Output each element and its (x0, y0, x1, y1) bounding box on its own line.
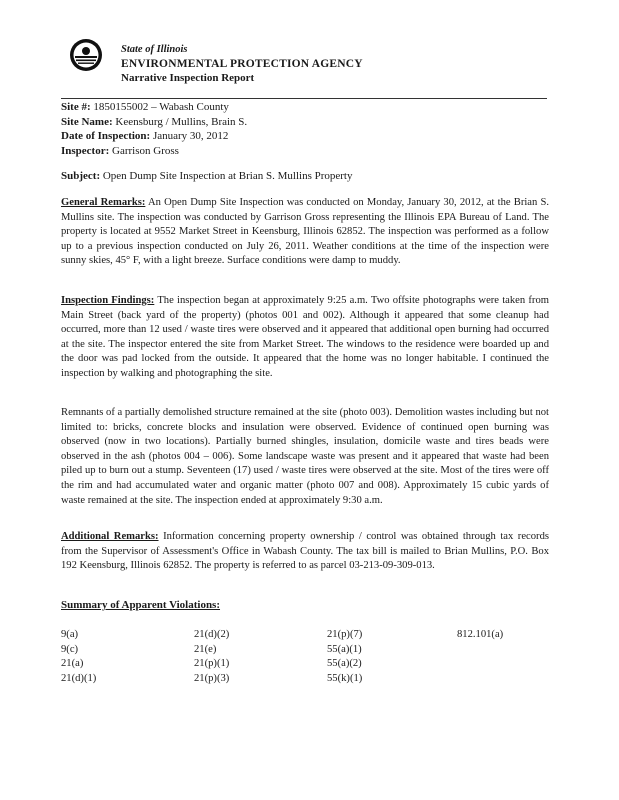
violation-item: 812.101(a) (457, 629, 504, 640)
violations-column-2 (194, 628, 229, 686)
site-number-label: Site #: (61, 101, 91, 113)
violation-item: 21(p)(7) (327, 629, 363, 640)
illinois-epa-seal-icon (69, 38, 103, 72)
violation-item: 21(p)(3) (194, 672, 230, 684)
agency-header (121, 43, 363, 85)
subject-label: Subject: (61, 170, 101, 182)
inspection-findings-paragraph-2 (61, 406, 549, 508)
violation-item: 9(c) (61, 643, 79, 655)
violation-item: 21(e) (194, 643, 217, 655)
violations-column-3 (327, 628, 362, 686)
violation-item: 21(p)(1) (194, 658, 230, 670)
violation-item: 55(k)(1) (327, 672, 363, 684)
general-remarks-text: An Open Dump Site Inspection was conducted on Monday, January 30, 2012, at the Brian S. Mullins site. The inspection was conducted by Garrison Gross representing the Illinois EPA Bureau of Land. The property is located at 9552 Market Street in Keensburg, Illinois 62852. The inspection was performed as a follow up to a previous inspection conducted on July 26, 2011. Weather conditions at the time of the inspection were sunny skies, 45° F, with a light breeze. Surface conditions were damp to muddy. (61, 197, 549, 267)
violations-heading: Summary of Apparent Violations: (61, 599, 221, 611)
header-divider (61, 98, 547, 99)
general-remarks-paragraph (61, 196, 549, 269)
general-remarks-heading: General Remarks: (61, 197, 146, 208)
site-number-line (61, 100, 247, 115)
inspection-findings-text: The inspection began at approximately 9:25 a.m. Two offsite photographs were taken from Main Street (back yard of the property) (photos 001 and 002). Although it appeared that some cleanup had occurred, more than 12 used / waste tires were observed and it appeared that additional open burning had occurred at the site. The inspector entered the site from Market Street. The windows to the residence were boarded up and the door was pad locked from the outside. It appeared that the home was no longer habitable. I continued the inspection by walking and photographing the site. (61, 295, 549, 379)
violation-item: 21(d)(1) (61, 672, 97, 684)
site-name-line (61, 115, 247, 130)
violation-item: 55(a)(1) (327, 643, 362, 655)
additional-remarks-heading: Additional Remarks: (61, 531, 159, 542)
site-name-label: Site Name: (61, 115, 113, 128)
violation-item: 21(a) (61, 658, 84, 670)
violation-item: 9(a) (61, 629, 79, 640)
state-name: State of Illinois (121, 44, 188, 55)
violation-item: 21(d)(2) (194, 629, 230, 640)
agency-name: ENVIRONMENTAL PROTECTION AGENCY (121, 58, 363, 70)
inspection-date-label: Date of Inspection: (61, 130, 151, 143)
inspection-date-value: January 30, 2012 (152, 130, 229, 143)
site-info-block (61, 100, 247, 158)
violations-column-1 (61, 628, 96, 686)
violations-column-4 (457, 628, 503, 643)
additional-remarks-paragraph (61, 530, 549, 574)
violation-item: 55(a)(2) (327, 658, 362, 670)
site-name-value: Keensburg / Mullins, Brain S. (115, 115, 248, 128)
site-number-value: 1850155002 – Wabash County (93, 101, 229, 113)
report-type: Narrative Inspection Report (121, 72, 255, 84)
inspector-value: Garrison Gross (112, 144, 179, 157)
inspection-findings-paragraph (61, 294, 549, 382)
additional-remarks-text: Information concerning property ownership / control was obtained through tax records from the Supervisor of Assessment's Office in Wabash County. The tax bill is mailed to Brian Mullins, P.O. Box 192 Keensburg, Illinois 62852. The property is referred to as parcel 03-213-09-309-013. (61, 531, 549, 572)
inspection-findings-heading: Inspection Findings: (61, 295, 155, 306)
inspection-findings-text-2: Remnants of a partially demolished structure remained at the site (photo 003). Demolition wastes including but not limited to: bricks, concrete blocks and insulation were observed. Evidence of continued open burning was observed (now in two locations). Partially burned shingles, insulation, domicile waste and tires beads were observed in the ash (photos 004 – 006). Some landscape waste was present and it appeared that waste had been piled up to burn out a stump. Seventeen (17) used / waste tires were observed at the site. Most of the tires were off the rim and had accumulated water and organic matter (photo 007 and 008). Approximately 15 cubic yards of waste remained at the site. The inspection ended at approximately 9:30 a.m. (61, 407, 549, 506)
subject-line (61, 169, 352, 183)
subject-value: Open Dump Site Inspection at Brian S. Mullins Property (102, 170, 353, 182)
inspection-date-line (61, 129, 247, 144)
inspector-line (61, 144, 247, 159)
inspector-label: Inspector: (61, 144, 110, 157)
